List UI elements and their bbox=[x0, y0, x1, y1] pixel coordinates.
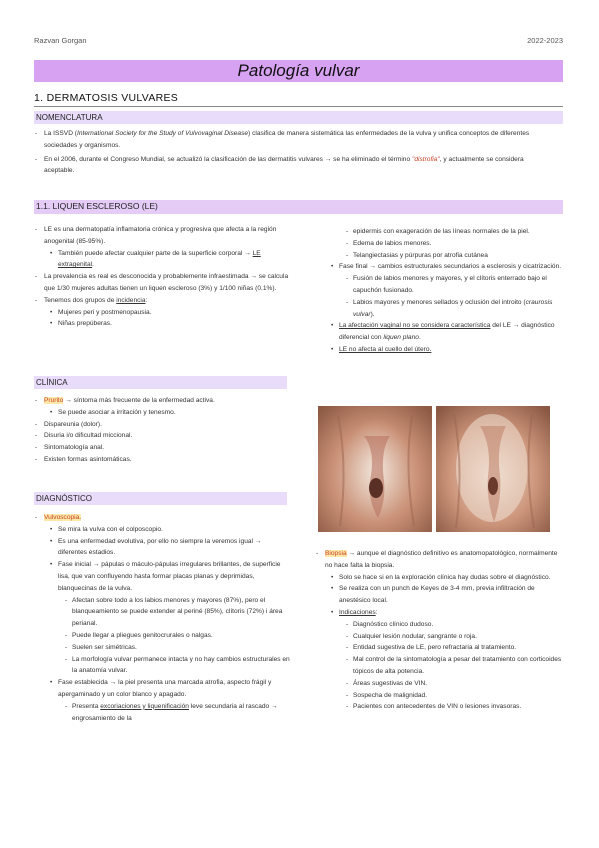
clinical-photo-right bbox=[436, 406, 550, 532]
list-item: • Fase final → cambios estructurales secundarios a esclerosis y cicatrización. bbox=[315, 261, 565, 273]
list-item: • Fase inicial → pápulas o máculo-pápulas irregulares brillantes, de superficie lisa, que van confluyendo hasta formar placas planas y deprimidas, blanquecinas de la vulva. bbox=[34, 559, 292, 594]
list-item: - Sospecha de malignidad. bbox=[315, 690, 565, 702]
list-item: - Labios mayores y menores sellados y oclusión del introito (craurosis vulvar). bbox=[315, 297, 565, 321]
nomenclatura-list bbox=[34, 128, 554, 177]
clinical-photo-left bbox=[318, 406, 432, 532]
heading-diagnostico: DIAGNÓSTICO bbox=[34, 492, 287, 505]
list-item: • Se mira la vulva con el colposcopio. bbox=[34, 524, 292, 536]
biopsia-list bbox=[315, 548, 565, 713]
list-item: • Solo se hace si en la exploración clínica hay dudas sobre el diagnóstico. bbox=[315, 572, 565, 584]
list-item: - Entidad sugestiva de LE, pero refractaria al tratamiento. bbox=[315, 642, 565, 654]
list-item: - Pacientes con antecedentes de VIN o lesiones invasoras. bbox=[315, 701, 565, 713]
list-item: • La afectación vaginal no se considera característica del LE → diagnóstico diferencial con liquen plano. bbox=[315, 320, 565, 344]
section-divider bbox=[34, 106, 563, 107]
list-item: • Se realiza con un punch de Keyes de 3-4 mm, previa infiltración de anestésico local. bbox=[315, 583, 565, 607]
heading-clinica: CLÍNICA bbox=[34, 376, 287, 389]
list-item: - Presenta excoriaciones y liquenificación leve secundaria al rascado → engrosamiento de la bbox=[34, 701, 292, 725]
list-item: - Vulvoscopia. bbox=[34, 512, 292, 524]
vulva-photo-right-image bbox=[436, 406, 550, 532]
list-item: - Mal control de la sintomatología a pesar del tratamiento con corticoides tópicos de alta potencia. bbox=[315, 654, 565, 678]
list-item: - Diagnóstico clínico dudoso. bbox=[315, 619, 565, 631]
list-item: - Áreas sugestivas de VIN. bbox=[315, 678, 565, 690]
list-item: - Prurito → síntoma más frecuente de la enfermedad activa. bbox=[34, 395, 290, 407]
list-item: - Telangiectasias y púrpuras por atrofia cutánea bbox=[315, 250, 565, 262]
page-header bbox=[34, 36, 563, 48]
heading-nomenclatura: NOMENCLATURA bbox=[34, 111, 563, 124]
section-heading-dermatosis: 1. DERMATOSIS VULVARES bbox=[34, 92, 179, 104]
right-column-list bbox=[315, 226, 565, 356]
list-item: • Indicaciones: bbox=[315, 607, 565, 619]
page-title: Patología vulvar bbox=[34, 60, 563, 82]
list-item: - En el 2006, durante el Congreso Mundial, se actualizó la clasificación de las dermatitis vulvares → se ha eliminado el término "distrofia", y actualmente se considera aceptable. bbox=[34, 154, 554, 178]
list-item: - Tenemos dos grupos de incidencia: bbox=[34, 295, 290, 307]
list-item: - LE es una dermatopatía inflamatoria crónica y progresiva que afecta a la región anogenital (85-95%). bbox=[34, 224, 290, 248]
list-item: - La prevalencia es real es desconocida y probablemente infraestimada → se calcula que 1/30 mujeres adultas tienen un liquen escleroso (3%) y 1/100 niñas (0.1%). bbox=[34, 271, 290, 295]
list-item-continuation: - epidermis con exageración de las líneas normales de la piel. bbox=[315, 226, 565, 238]
list-item: - Disuria i/o dificultad miccional. bbox=[34, 430, 290, 442]
list-item: • Fase establecida → la piel presenta una marcada atrofia, aspecto frágil y apergaminado y un color blanco y apagado. bbox=[34, 677, 292, 701]
liquen-list bbox=[34, 224, 290, 330]
list-item: - Puede llegar a pliegues genitocrurales o nalgas. bbox=[34, 630, 292, 642]
list-item: - Afectan sobre todo a los labios menores y mayores (87%), pero el blanqueamiento se puede extender al periné (85%), clítoris (72%) i área perianal. bbox=[34, 595, 292, 630]
list-item: - Cualquier lesión nodular, sangrante o roja. bbox=[315, 631, 565, 643]
academic-year: 2022-2023 bbox=[527, 36, 563, 45]
list-item: - La ISSVD (International Society for the Study of Vulvovaginal Disease) clasifica de manera sistemática las enfermedades de la vulva y unifica conceptos de diferentes sociedades y organismos. bbox=[34, 128, 554, 152]
heading-liquen-escleroso: 1.1. LIQUEN ESCLEROSO (LE) bbox=[34, 200, 563, 214]
list-item: • Es una enfermedad evolutiva, por ello no siempre la veremos igual → diferentes estadios. bbox=[34, 536, 292, 560]
author-name: Razvan Gorgan bbox=[34, 36, 87, 45]
list-item: - Fusión de labios menores y mayores, y el clítoris enterrado bajo el capuchón fusionado. bbox=[315, 273, 565, 297]
list-item: - Suelen ser simétricas. bbox=[34, 642, 292, 654]
list-item: - Edema de labios menores. bbox=[315, 238, 565, 250]
list-item: - Existen formas asintomáticas. bbox=[34, 454, 290, 466]
clinica-list bbox=[34, 395, 290, 466]
list-item: - Dispareunia (dolor). bbox=[34, 419, 290, 431]
list-item: • LE no afecta al cuello del útero. bbox=[315, 344, 565, 356]
diagnostico-list bbox=[34, 512, 292, 724]
list-item: • Mujeres peri y postmenopausia. bbox=[34, 307, 290, 319]
list-item: - Biopsia → aunque el diagnóstico definitivo es anatomopatológico, normalmente no hace falta la biopsia. bbox=[315, 548, 565, 572]
list-item: - Sintomatología anal. bbox=[34, 442, 290, 454]
list-item: • Niñas prepúberas. bbox=[34, 318, 290, 330]
list-item: • También puede afectar cualquier parte de la superficie corporal → LE extragenital. bbox=[34, 248, 290, 272]
list-item: • Se puede asociar a irritación y tenesmo. bbox=[34, 407, 290, 419]
vulva-photo-left-image bbox=[318, 406, 432, 532]
list-item: - La morfología vulvar permanece intacta y no hay cambios estructurales en la anatomía vulvar. bbox=[34, 654, 292, 678]
